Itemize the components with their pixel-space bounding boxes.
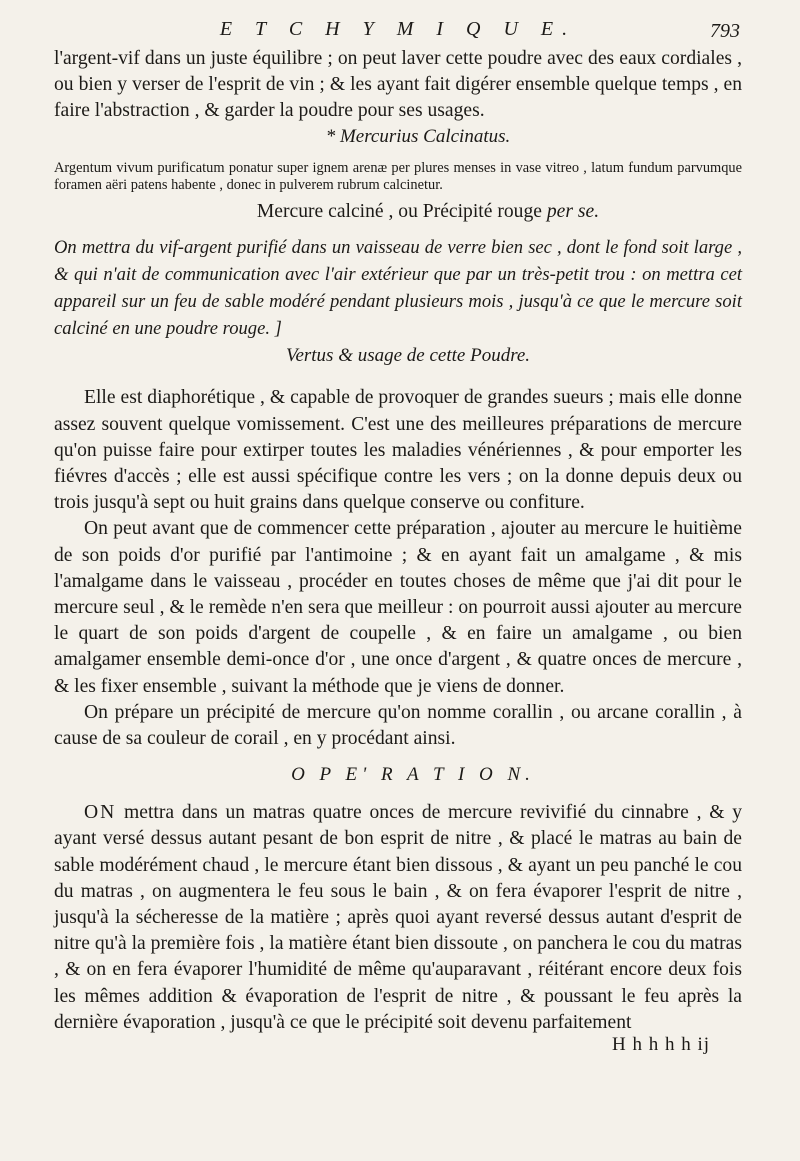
paragraph-vertus: Elle est diaphorétique , & capable de provoquer de grandes sueurs ; mais elle donne assez souvent quelque vomissement. C'est une des meilleures préparations de mercure qu'on puisse faire pour extirper toutes les maladies vénériennes , & pour emporter les fiévres d'accès ; elle est aussi spécifique contre les vers ; on la donne depuis deux ou trois jusqu'à sept ou huit grains dans quelque conserve ou confiture.: [54, 387, 742, 514]
paragraph-corallin: On prépare un précipité de mercure qu'on nomme corallin , ou arcane corallin , à cause de sa couleur de corail , en y procédant ainsi.: [54, 701, 742, 750]
running-head: [54, 0, 742, 46]
running-head-title: E T C H Y M I Q U E.: [219, 18, 577, 40]
operation-dropcap: ON: [84, 802, 117, 824]
french-heading-italic: per se.: [546, 201, 600, 223]
paragraph-avant: On peut avant que de commencer cette préparation , ajouter au mercure le huitième de son poids d'or purifié par l'antimoine ; & en ayant fait un amalgame , & mis l'amalgame dans le vaisseau , procéder en toutes choses de même que j'ai dit pour le mercure seul , & le remède n'en sera que meilleur : on pourroit aussi ajouter au mercure le quart de son poids d'argent de coupelle , & en faire un amalgame , ou bien amalgamer ensemble demi-once d'or , une once d'argent , & quatre onces de mercure , & les fixer ensemble , suivant la méthode que je viens de donner.: [54, 518, 742, 697]
italic-paragraph: On mettra du vif-argent purifié dans un vaisseau de verre bien sec , dont le fond soit large , & qui n'ait de communication avec l'air extérieur que par un très-petit trou : on mettra cet appareil sur un feu de sable modéré pendant plusieurs mois , jusqu'à ce que le mercure soit calciné en une poudre rouge. ]: [54, 237, 742, 339]
page-number: 793: [710, 20, 740, 42]
signature-mark: H h h h h ij: [611, 1034, 710, 1056]
french-heading: [54, 201, 742, 223]
operation-text: mettra dans un matras quatre onces de mercure revivifié du cinnabre , & y ayant versé dessus autant pesant de bon esprit de nitre , & placé le matras au bain de sable modérément chaud , le mercure étant bien dissous , & ayant un peu panché le cou du matras , on augmentera le feu sous le bain , & on fera évaporer l'esprit de nitre , jusqu'à la sécheresse de la matière ; après quoi ayant reversé dessus autant d'esprit de nitre qu'à la première fois , la matière étant bien dissoute , on panchera le cou du matras , & on en fera évaporer l'humidité de même qu'auparavant , réitérant encore deux fois les mêmes addition & évaporation de l'esprit de nitre , & poussant le feu après la dernière évaporation , jusqu'à ce que le précipité soit devenu parfaitement: [54, 802, 742, 1033]
operation-heading: O P E' R A T I O N.: [291, 764, 535, 786]
paragraph-intro: l'argent-vif dans un juste équilibre ; on peut laver cette poudre avec des eaux cordiales , ou bien y verser de l'esprit de vin ; & les ayant fait digérer ensemble quelque temps , en faire l'abstraction , & garder la poudre pour ses usages.: [54, 48, 742, 122]
vertus-heading: Vertus & usage de cette Poudre.: [285, 345, 531, 367]
paragraph-operation: [54, 800, 742, 1036]
latin-paragraph: Argentum vivum purificatum ponatur super ignem arenæ per plures menses in vase vitreo , latum fundum parvumque foramen aëri patens habente , donec in pulverem rubrum calcinetur.: [54, 159, 742, 194]
latin-heading: * Mercurius Calcinatus.: [325, 125, 511, 147]
french-heading-main: Mercure calciné , ou Précipité rouge: [256, 201, 542, 223]
